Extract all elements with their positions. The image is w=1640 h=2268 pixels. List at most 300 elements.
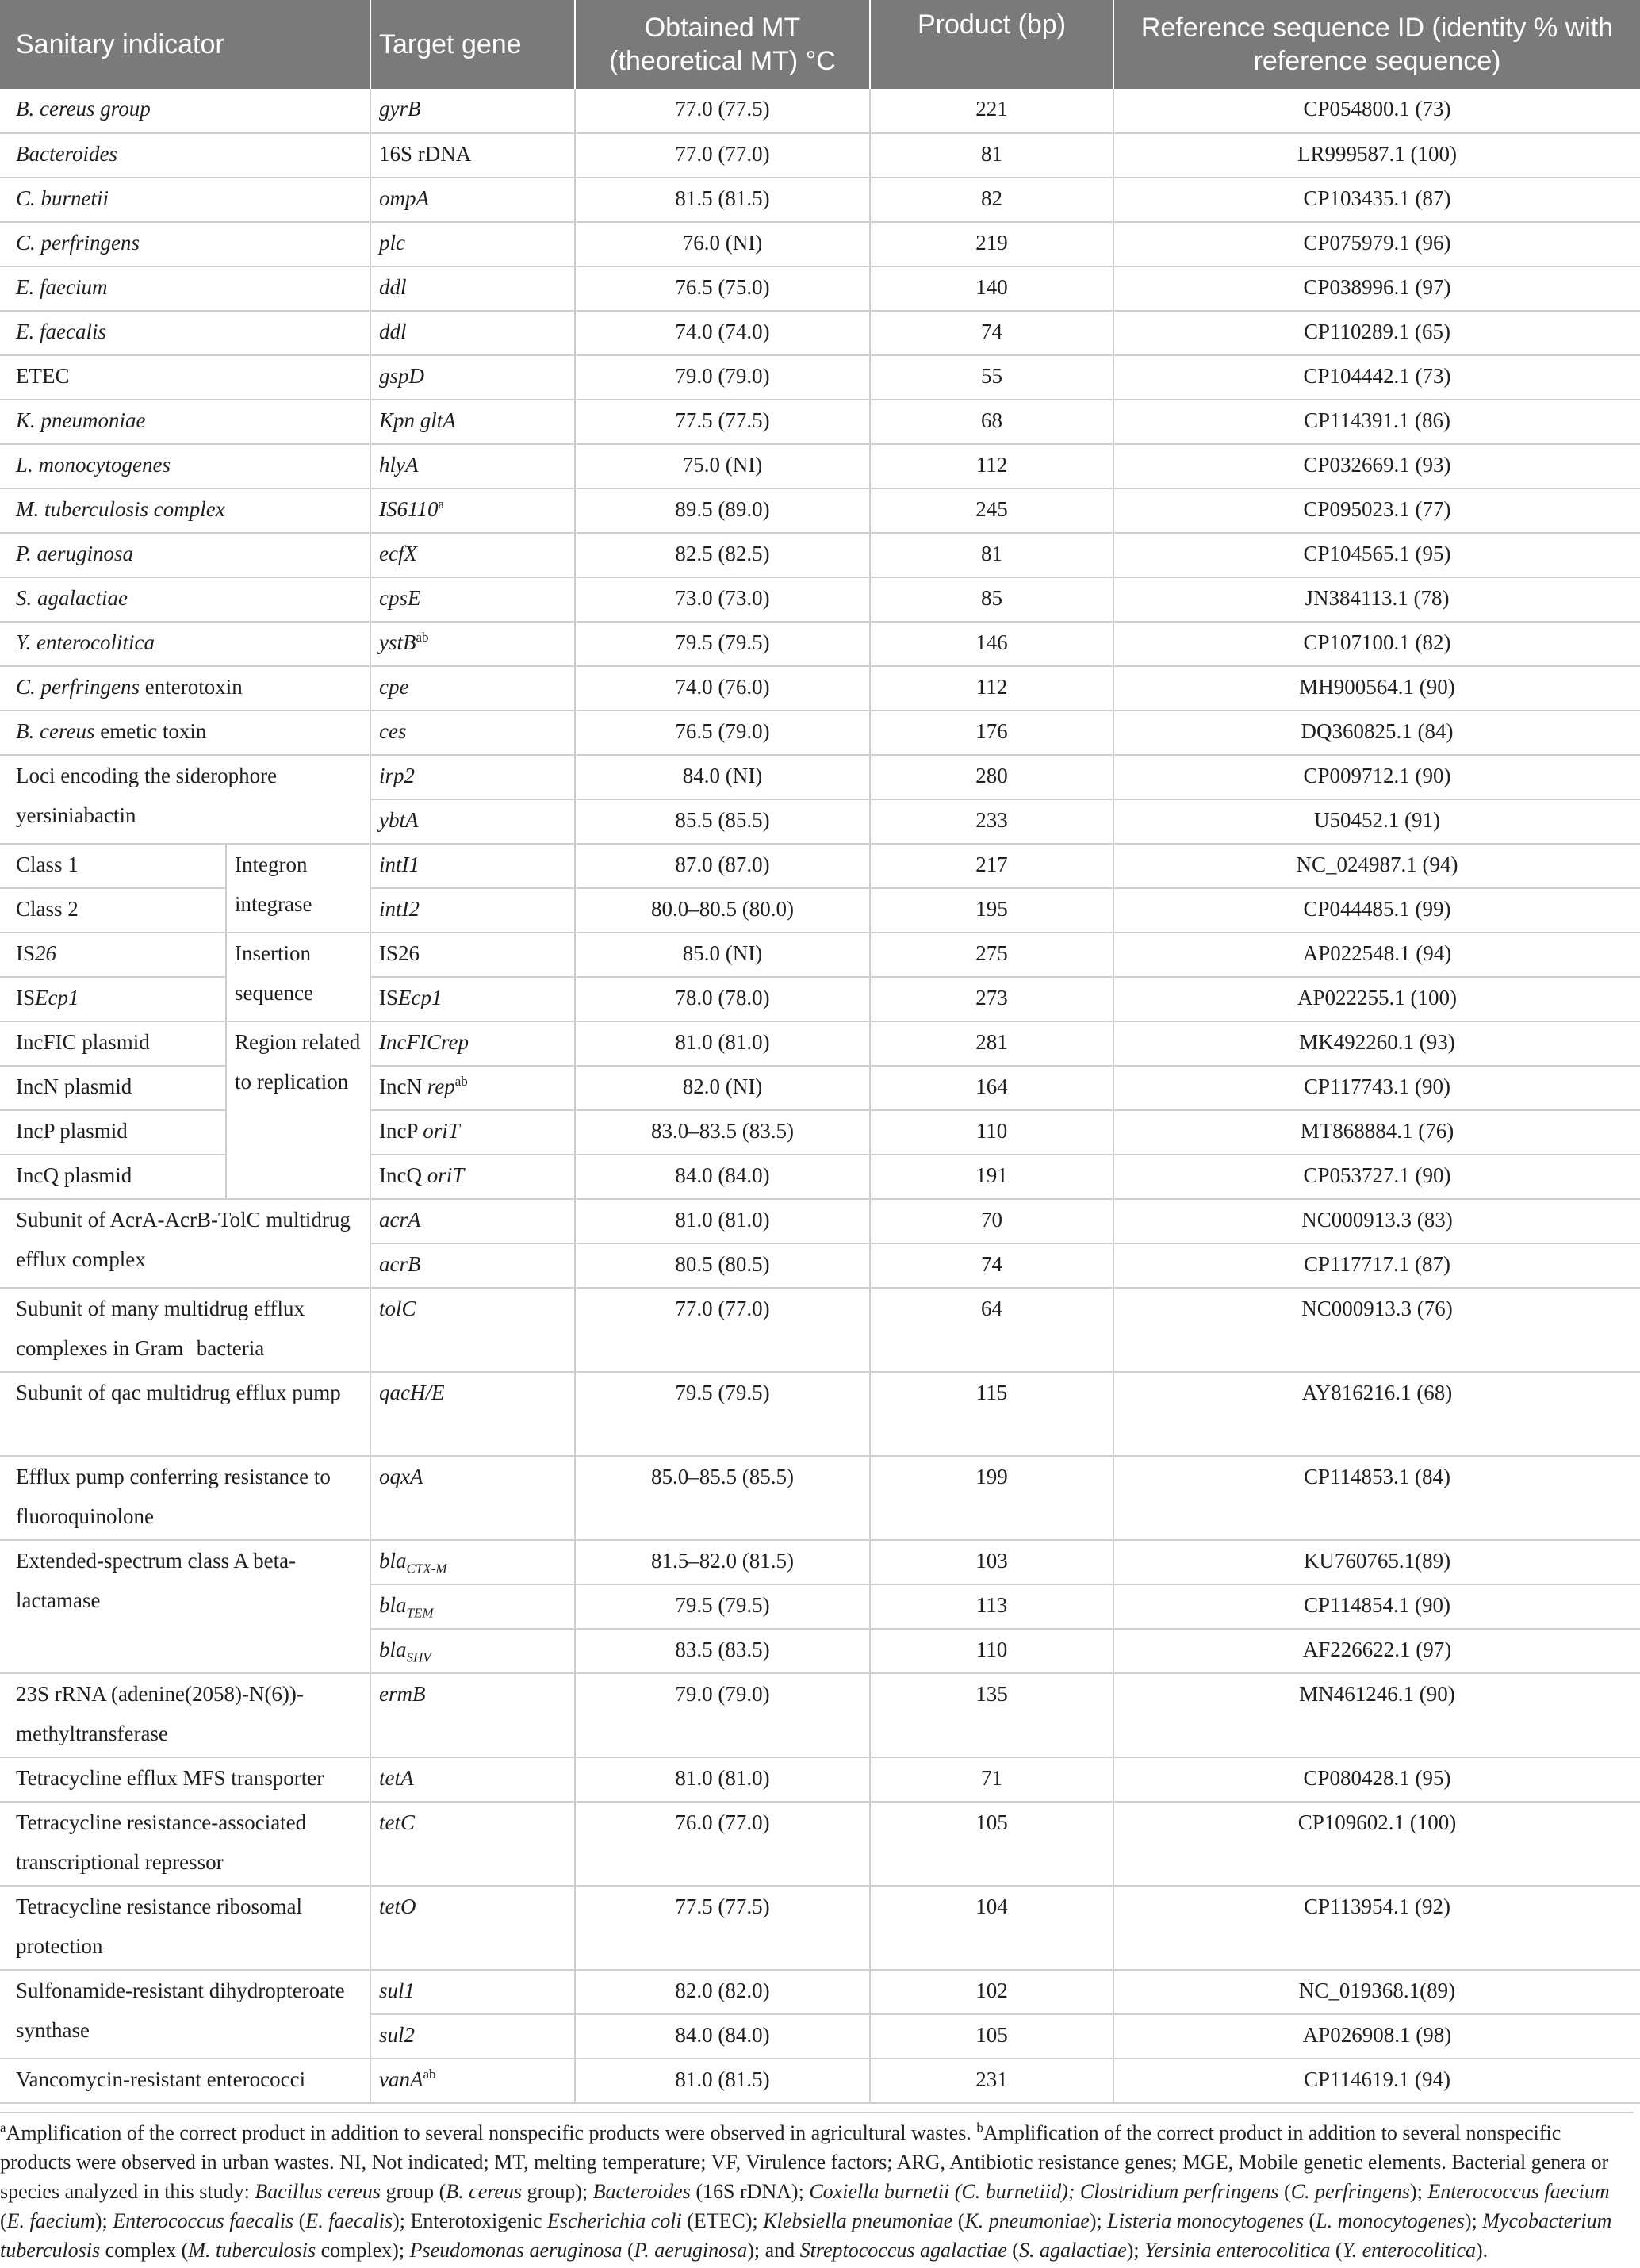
- species-italic: Pseudomonas aeruginosa: [409, 2239, 623, 2262]
- mt-cell: 83.5 (83.5): [575, 1629, 870, 1673]
- product-cell: 280: [870, 755, 1113, 799]
- species-text: complex);: [316, 2239, 410, 2262]
- gene-cell: plc: [370, 222, 575, 266]
- gene-cell: [370, 1155, 575, 1199]
- product-cell: 74: [870, 311, 1113, 355]
- indicator-cell: L. monocytogenes: [0, 444, 370, 488]
- table-row: [0, 2059, 1640, 2103]
- table-row: [0, 577, 1640, 622]
- mt-cell: 77.5 (77.5): [575, 1886, 870, 1970]
- species-text: (: [952, 2209, 965, 2232]
- indicator-text: Subunit of many multidrug efflux complexes in Gram: [16, 1297, 305, 1360]
- gene-cell: intI2: [370, 888, 575, 933]
- table-row: [0, 488, 1640, 533]
- reference-cell: CP114391.1 (86): [1113, 400, 1640, 444]
- product-cell: 74: [870, 1243, 1113, 1288]
- table-row: [0, 1372, 1640, 1456]
- gene-text: IncP: [379, 1119, 423, 1143]
- header-row: [0, 0, 1640, 89]
- table-row: [0, 311, 1640, 355]
- product-cell: 102: [870, 1970, 1113, 2014]
- species-italic: B. cereus: [446, 2180, 523, 2203]
- product-cell: 113: [870, 1584, 1113, 1629]
- product-cell: 112: [870, 444, 1113, 488]
- species-text: );: [1126, 2239, 1145, 2262]
- product-cell: 85: [870, 577, 1113, 622]
- gene-cell: intI1: [370, 844, 575, 888]
- table-row: [0, 1288, 1640, 1372]
- product-cell: 217: [870, 844, 1113, 888]
- table-row: [0, 1802, 1640, 1886]
- reference-cell: CP117743.1 (90): [1113, 1066, 1640, 1110]
- reference-cell: CP044485.1 (99): [1113, 888, 1640, 933]
- species-text: (ETEC);: [681, 2209, 764, 2232]
- footnote-b-mark: b: [976, 2120, 983, 2136]
- mt-cell: 75.0 (NI): [575, 444, 870, 488]
- indicator-italic: Ecp1: [35, 986, 79, 1009]
- mt-cell: 77.5 (77.5): [575, 400, 870, 444]
- gene-text: vanA: [379, 2067, 423, 2091]
- mt-cell: 84.0 (NI): [575, 755, 870, 799]
- product-cell: 199: [870, 1456, 1113, 1540]
- mt-cell: 79.5 (79.5): [575, 1372, 870, 1456]
- species-italic: M. tuberculosis: [188, 2239, 316, 2262]
- species-italic: Bacillus cereus: [255, 2180, 381, 2203]
- mt-cell: 89.5 (89.0): [575, 488, 870, 533]
- reference-cell: CP104442.1 (73): [1113, 355, 1640, 400]
- table-row: [0, 1540, 1640, 1584]
- table-row: [0, 444, 1640, 488]
- species-text: );: [1464, 2209, 1483, 2232]
- reference-cell: CP075979.1 (96): [1113, 222, 1640, 266]
- species-italic: Escherichia coli: [547, 2209, 682, 2232]
- gene-cell: tetA: [370, 1757, 575, 1802]
- product-cell: 55: [870, 355, 1113, 400]
- indicator-cell: E. faecium: [0, 266, 370, 311]
- indicator-cell: Tetracycline efflux MFS transporter: [0, 1757, 370, 1802]
- indicator-cell: B. cereus group: [0, 89, 370, 133]
- mt-cell: 81.0 (81.0): [575, 1021, 870, 1066]
- table-row: [0, 622, 1640, 666]
- reference-cell: NC_024987.1 (94): [1113, 844, 1640, 888]
- gene-cell: sul1: [370, 1970, 575, 2014]
- gene-text: IS6110: [379, 497, 439, 521]
- gene-cell: acrA: [370, 1199, 575, 1243]
- table-row: [0, 933, 1640, 977]
- mt-cell: 76.0 (77.0): [575, 1802, 870, 1886]
- mt-cell: 82.0 (NI): [575, 1066, 870, 1110]
- indicator-cell: Tetracycline resistance ribosomal protection: [0, 1886, 370, 1970]
- group-cell: Integron integrase: [226, 844, 370, 933]
- gene-cell: tetC: [370, 1802, 575, 1886]
- species-italic: E. faecalis: [305, 2209, 393, 2232]
- species-italic: Yersinia enterocolitica: [1144, 2239, 1331, 2262]
- product-cell: 195: [870, 888, 1113, 933]
- reference-cell: MT868884.1 (76): [1113, 1110, 1640, 1155]
- species-italic: Enterococcus faecalis: [113, 2209, 294, 2232]
- mt-cell: 79.5 (79.5): [575, 1584, 870, 1629]
- gene-cell: acrB: [370, 1243, 575, 1288]
- product-cell: 71: [870, 1757, 1113, 1802]
- indicator-cell: Bacteroides: [0, 133, 370, 178]
- species-text: (: [1278, 2180, 1291, 2203]
- indicator-italic: 26: [35, 941, 57, 965]
- gene-cell: sul2: [370, 2014, 575, 2059]
- table-row: [0, 1673, 1640, 1757]
- gene-cell: cpsE: [370, 577, 575, 622]
- product-cell: 64: [870, 1288, 1113, 1372]
- product-cell: 233: [870, 799, 1113, 844]
- indicator-cell: [0, 977, 226, 1021]
- product-cell: 68: [870, 400, 1113, 444]
- product-cell: 281: [870, 1021, 1113, 1066]
- gene-text: IS: [379, 986, 399, 1009]
- table-row: [0, 1456, 1640, 1540]
- product-cell: 110: [870, 1629, 1113, 1673]
- gene-text: bla: [379, 1638, 407, 1661]
- indicator-cell: [0, 666, 370, 711]
- reference-cell: CP117717.1 (87): [1113, 1243, 1640, 1288]
- species-italic: L. monocytogenes: [1316, 2209, 1465, 2232]
- gene-cell: [370, 1110, 575, 1155]
- reference-cell: JN384113.1 (78): [1113, 577, 1640, 622]
- indicator-cell: C. perfringens: [0, 222, 370, 266]
- product-cell: 105: [870, 2014, 1113, 2059]
- indicator-text: IS: [16, 941, 36, 965]
- gene-cell: ermB: [370, 1673, 575, 1757]
- mt-cell: 81.0 (81.0): [575, 1199, 870, 1243]
- gene-cell: [370, 2059, 575, 2103]
- indicator-cell: E. faecalis: [0, 311, 370, 355]
- gene-cell: qacH/E: [370, 1372, 575, 1456]
- gene-subscript: CTX-M: [406, 1561, 447, 1576]
- gene-cell: 16S rDNA: [370, 133, 575, 178]
- mt-cell: 84.0 (84.0): [575, 1155, 870, 1199]
- reference-cell: AP022548.1 (94): [1113, 933, 1640, 977]
- species-italic: E. faecium: [6, 2209, 95, 2232]
- gene-cell: [370, 488, 575, 533]
- indicator-cell: Tetracycline resistance-associated transcriptional repressor: [0, 1802, 370, 1886]
- gene-cell: ompA: [370, 178, 575, 222]
- product-cell: 112: [870, 666, 1113, 711]
- indicator-cell: [0, 933, 226, 977]
- species-italic: C. perfringens: [1290, 2180, 1410, 2203]
- reference-cell: CP095023.1 (77): [1113, 488, 1640, 533]
- reference-cell: CP103435.1 (87): [1113, 178, 1640, 222]
- header-target-gene: Target gene: [370, 0, 575, 89]
- mt-cell: 76.5 (79.0): [575, 711, 870, 755]
- gene-cell: oqxA: [370, 1456, 575, 1540]
- mt-cell: 81.0 (81.5): [575, 2059, 870, 2103]
- reference-cell: CP110289.1 (65): [1113, 311, 1640, 355]
- table-row: [0, 1021, 1640, 1066]
- gene-italic: Ecp1: [398, 986, 443, 1009]
- mt-cell: 76.5 (75.0): [575, 266, 870, 311]
- species-text: );: [1089, 2209, 1108, 2232]
- reference-cell: CP107100.1 (82): [1113, 622, 1640, 666]
- indicator-cell: 23S rRNA (adenine(2058)-N(6))-methyltransferase: [0, 1673, 370, 1757]
- mt-cell: 81.5 (81.5): [575, 178, 870, 222]
- table-row: [0, 755, 1640, 799]
- product-cell: 81: [870, 133, 1113, 178]
- indicator-cell: C. burnetii: [0, 178, 370, 222]
- mt-cell: 79.0 (79.0): [575, 1673, 870, 1757]
- reference-cell: CP114854.1 (90): [1113, 1584, 1640, 1629]
- footnote-a-mark: a: [0, 2120, 6, 2136]
- indicator-cell: IncP plasmid: [0, 1110, 226, 1155]
- gene-cell: [370, 1066, 575, 1110]
- mt-cell: 87.0 (87.0): [575, 844, 870, 888]
- mt-cell: 80.5 (80.5): [575, 1243, 870, 1288]
- product-cell: 275: [870, 933, 1113, 977]
- species-text: (: [622, 2239, 634, 2262]
- indicator-text: enterotoxin: [140, 675, 243, 699]
- mt-cell: 78.0 (78.0): [575, 977, 870, 1021]
- footnote-b-text: Amplification of the correct product in addition to several nonspecific products were observed in urban wastes. NI, Not indicated; MT, melting temperature; VF, Virulence factors; ARG, Antibiotic resistance genes; MGE, Mobile genetic elements. Bacterial genera or species analyzed in this study:: [0, 2121, 1609, 2203]
- indicator-cell: K. pneumoniae: [0, 400, 370, 444]
- species-italic: S. agalactiae: [1018, 2239, 1127, 2262]
- reference-cell: U50452.1 (91): [1113, 799, 1640, 844]
- species-italic: Coxiella burnetii (C. burnetiid); Clostridium perfringens: [809, 2180, 1279, 2203]
- mt-cell: 85.5 (85.5): [575, 799, 870, 844]
- indicator-cell: Extended-spectrum class A beta-lactamase: [0, 1540, 370, 1673]
- product-cell: 273: [870, 977, 1113, 1021]
- mt-cell: 76.0 (NI): [575, 222, 870, 266]
- product-cell: 164: [870, 1066, 1113, 1110]
- product-cell: 146: [870, 622, 1113, 666]
- product-cell: 103: [870, 1540, 1113, 1584]
- table-row: [0, 1970, 1640, 2014]
- footnote-mark: a: [438, 496, 445, 511]
- mt-cell: 84.0 (84.0): [575, 2014, 870, 2059]
- species-text: (: [1303, 2209, 1316, 2232]
- species-text: ); and: [747, 2239, 800, 2262]
- reference-cell: MK492260.1 (93): [1113, 1021, 1640, 1066]
- species-text: (: [1006, 2239, 1019, 2262]
- species-text: ); Enterotoxigenic: [393, 2209, 548, 2232]
- indicator-cell: ETEC: [0, 355, 370, 400]
- indicator-cell: M. tuberculosis complex: [0, 488, 370, 533]
- indicator-cell: Subunit of qac multidrug efflux pump: [0, 1372, 370, 1456]
- gene-italic: oriT: [427, 1163, 465, 1187]
- mt-cell: 79.0 (79.0): [575, 355, 870, 400]
- header-indicator: Sanitary indicator: [0, 0, 370, 89]
- gene-text: bla: [379, 1593, 407, 1617]
- species-text: group);: [522, 2180, 593, 2203]
- gene-cell: tolC: [370, 1288, 575, 1372]
- product-cell: 81: [870, 533, 1113, 577]
- mt-cell: 77.0 (77.5): [575, 89, 870, 133]
- reference-cell: LR999587.1 (100): [1113, 133, 1640, 178]
- indicator-cell: Loci encoding the siderophore yersiniabactin: [0, 755, 370, 844]
- mt-cell: 73.0 (73.0): [575, 577, 870, 622]
- species-text: (: [0, 2209, 7, 2232]
- reference-cell: MN461246.1 (90): [1113, 1673, 1640, 1757]
- species-italic: Klebsiella pneumoniae: [763, 2209, 953, 2232]
- species-italic: P. aeruginosa: [634, 2239, 748, 2262]
- reference-cell: CP109602.1 (100): [1113, 1802, 1640, 1886]
- species-italic: Listeria monocytogenes: [1107, 2209, 1304, 2232]
- header-reference: Reference sequence ID (identity % with reference sequence): [1113, 0, 1640, 89]
- indicator-cell: [0, 711, 370, 755]
- product-cell: 115: [870, 1372, 1113, 1456]
- species-text: ).: [1476, 2239, 1489, 2262]
- gene-cell: IS26: [370, 933, 575, 977]
- table-row: [0, 666, 1640, 711]
- indicator-cell: IncQ plasmid: [0, 1155, 226, 1199]
- mt-cell: 79.5 (79.5): [575, 622, 870, 666]
- reference-cell: CP080428.1 (95): [1113, 1757, 1640, 1802]
- reference-cell: CP009712.1 (90): [1113, 755, 1640, 799]
- gram-superscript: −: [183, 1335, 192, 1350]
- footnote-a-text: Amplification of the correct product in addition to several nonspecific products were observed in agricultural wastes.: [6, 2121, 977, 2144]
- gene-cell: ddl: [370, 311, 575, 355]
- species-name: C. perfringens: [16, 675, 140, 699]
- table-row: [0, 533, 1640, 577]
- reference-cell: AY816216.1 (68): [1113, 1372, 1640, 1456]
- footnote-mark: ab: [416, 630, 429, 645]
- reference-cell: AF226622.1 (97): [1113, 1629, 1640, 1673]
- gene-subscript: TEM: [406, 1605, 434, 1621]
- reference-cell: NC000913.3 (83): [1113, 1199, 1640, 1243]
- product-cell: 70: [870, 1199, 1113, 1243]
- indicator-cell: Class 1: [0, 844, 226, 888]
- product-cell: 221: [870, 89, 1113, 133]
- product-cell: 110: [870, 1110, 1113, 1155]
- mt-cell: 85.0 (NI): [575, 933, 870, 977]
- indicator-cell: Y. enterocolitica: [0, 622, 370, 666]
- product-cell: 231: [870, 2059, 1113, 2103]
- gene-cell: ddl: [370, 266, 575, 311]
- species-text: group (: [380, 2180, 446, 2203]
- product-cell: 245: [870, 488, 1113, 533]
- mt-cell: 74.0 (76.0): [575, 666, 870, 711]
- gene-cell: [370, 1540, 575, 1584]
- gene-text: ystB: [379, 630, 416, 654]
- mt-cell: 85.0–85.5 (85.5): [575, 1456, 870, 1540]
- gene-cell: cpe: [370, 666, 575, 711]
- product-cell: 191: [870, 1155, 1113, 1199]
- reference-cell: CP054800.1 (73): [1113, 89, 1640, 133]
- mt-cell: 77.0 (77.0): [575, 133, 870, 178]
- mt-cell: 82.0 (82.0): [575, 1970, 870, 2014]
- table-row: [0, 1757, 1640, 1802]
- species-name: B. cereus: [16, 719, 95, 743]
- footnote-mark: ab: [454, 1074, 468, 1089]
- mt-cell: 80.0–80.5 (80.0): [575, 888, 870, 933]
- species-italic: Bacteroides: [592, 2180, 691, 2203]
- table-row: [0, 400, 1640, 444]
- reference-cell: AP022255.1 (100): [1113, 977, 1640, 1021]
- table-row: [0, 89, 1640, 133]
- gene-cell: tetO: [370, 1886, 575, 1970]
- gene-cell: ybtA: [370, 799, 575, 844]
- reference-cell: KU760765.1(89): [1113, 1540, 1640, 1584]
- indicator-cell: Class 2: [0, 888, 226, 933]
- indicator-cell: Sulfonamide-resistant dihydropteroate synthase: [0, 1970, 370, 2059]
- product-cell: 82: [870, 178, 1113, 222]
- indicator-text-end: bacteria: [191, 1336, 265, 1360]
- reference-cell: AP026908.1 (98): [1113, 2014, 1640, 2059]
- indicator-cell: [0, 1288, 370, 1372]
- reference-cell: CP032669.1 (93): [1113, 444, 1640, 488]
- species-text: );: [94, 2209, 113, 2232]
- table-row: [0, 1199, 1640, 1243]
- indicator-cell: Efflux pump conferring resistance to fluoroquinolone: [0, 1456, 370, 1540]
- reference-cell: CP113954.1 (92): [1113, 1886, 1640, 1970]
- product-cell: 140: [870, 266, 1113, 311]
- table-row: [0, 1886, 1640, 1970]
- header-product: Product (bp): [870, 0, 1113, 89]
- reference-cell: DQ360825.1 (84): [1113, 711, 1640, 755]
- species-italic: K. pneumoniae: [964, 2209, 1090, 2232]
- gene-italic: rep: [427, 1075, 455, 1098]
- group-cell: Insertion sequence: [226, 933, 370, 1021]
- gene-cell: [370, 1584, 575, 1629]
- reference-cell: CP038996.1 (97): [1113, 266, 1640, 311]
- species-text: complex (: [100, 2239, 189, 2262]
- reference-cell: NC000913.3 (76): [1113, 1288, 1640, 1372]
- indicator-cell: IncN plasmid: [0, 1066, 226, 1110]
- gene-italic: oriT: [423, 1119, 460, 1143]
- gene-cell: ces: [370, 711, 575, 755]
- reference-cell: MH900564.1 (90): [1113, 666, 1640, 711]
- gene-cell: [370, 977, 575, 1021]
- gene-cell: irp2: [370, 755, 575, 799]
- group-cell: Region related to replication: [226, 1021, 370, 1199]
- reference-cell: CP053727.1 (90): [1113, 1155, 1640, 1199]
- product-cell: 176: [870, 711, 1113, 755]
- table-row: [0, 133, 1640, 178]
- species-text: (: [1330, 2239, 1343, 2262]
- species-text: (: [293, 2209, 306, 2232]
- reference-cell: CP114619.1 (94): [1113, 2059, 1640, 2103]
- mt-cell: 77.0 (77.0): [575, 1288, 870, 1372]
- product-cell: 104: [870, 1886, 1113, 1970]
- species-italic: Y. enterocolitica: [1342, 2239, 1477, 2262]
- mt-cell: 74.0 (74.0): [575, 311, 870, 355]
- footnote-mark: ab: [423, 2067, 436, 2082]
- species-italic: Enterococcus faecium: [1427, 2180, 1610, 2203]
- gene-cell: [370, 1629, 575, 1673]
- indicator-text: emetic toxin: [94, 719, 207, 743]
- gene-cell: [370, 622, 575, 666]
- table-footnote: [0, 2112, 1634, 2265]
- product-cell: 219: [870, 222, 1113, 266]
- reference-cell: NC_019368.1(89): [1113, 1970, 1640, 2014]
- gene-text: bla: [379, 1549, 407, 1573]
- species-text: );: [1409, 2180, 1428, 2203]
- gene-cell: gspD: [370, 355, 575, 400]
- gene-text: IncQ: [379, 1163, 427, 1187]
- table-row: [0, 266, 1640, 311]
- mt-cell: 83.0–83.5 (83.5): [575, 1110, 870, 1155]
- header-mt: Obtained MT (theoretical MT) °C: [575, 0, 870, 89]
- table-row: [0, 222, 1640, 266]
- gene-cell: IncFICrep: [370, 1021, 575, 1066]
- table-row: [0, 178, 1640, 222]
- gene-cell: gyrB: [370, 89, 575, 133]
- indicator-cell: Subunit of AcrA-AcrB-TolC multidrug efflux complex: [0, 1199, 370, 1288]
- species-italic: Mycobacterium tuberculosis: [0, 2209, 1612, 2262]
- gene-text: IncN: [379, 1075, 427, 1098]
- indicator-cell: Vancomycin-resistant enterococci: [0, 2059, 370, 2103]
- reference-cell: CP114853.1 (84): [1113, 1456, 1640, 1540]
- indicator-cell: P. aeruginosa: [0, 533, 370, 577]
- product-cell: 135: [870, 1673, 1113, 1757]
- gene-cell: ecfX: [370, 533, 575, 577]
- gene-cell: Kpn gltA: [370, 400, 575, 444]
